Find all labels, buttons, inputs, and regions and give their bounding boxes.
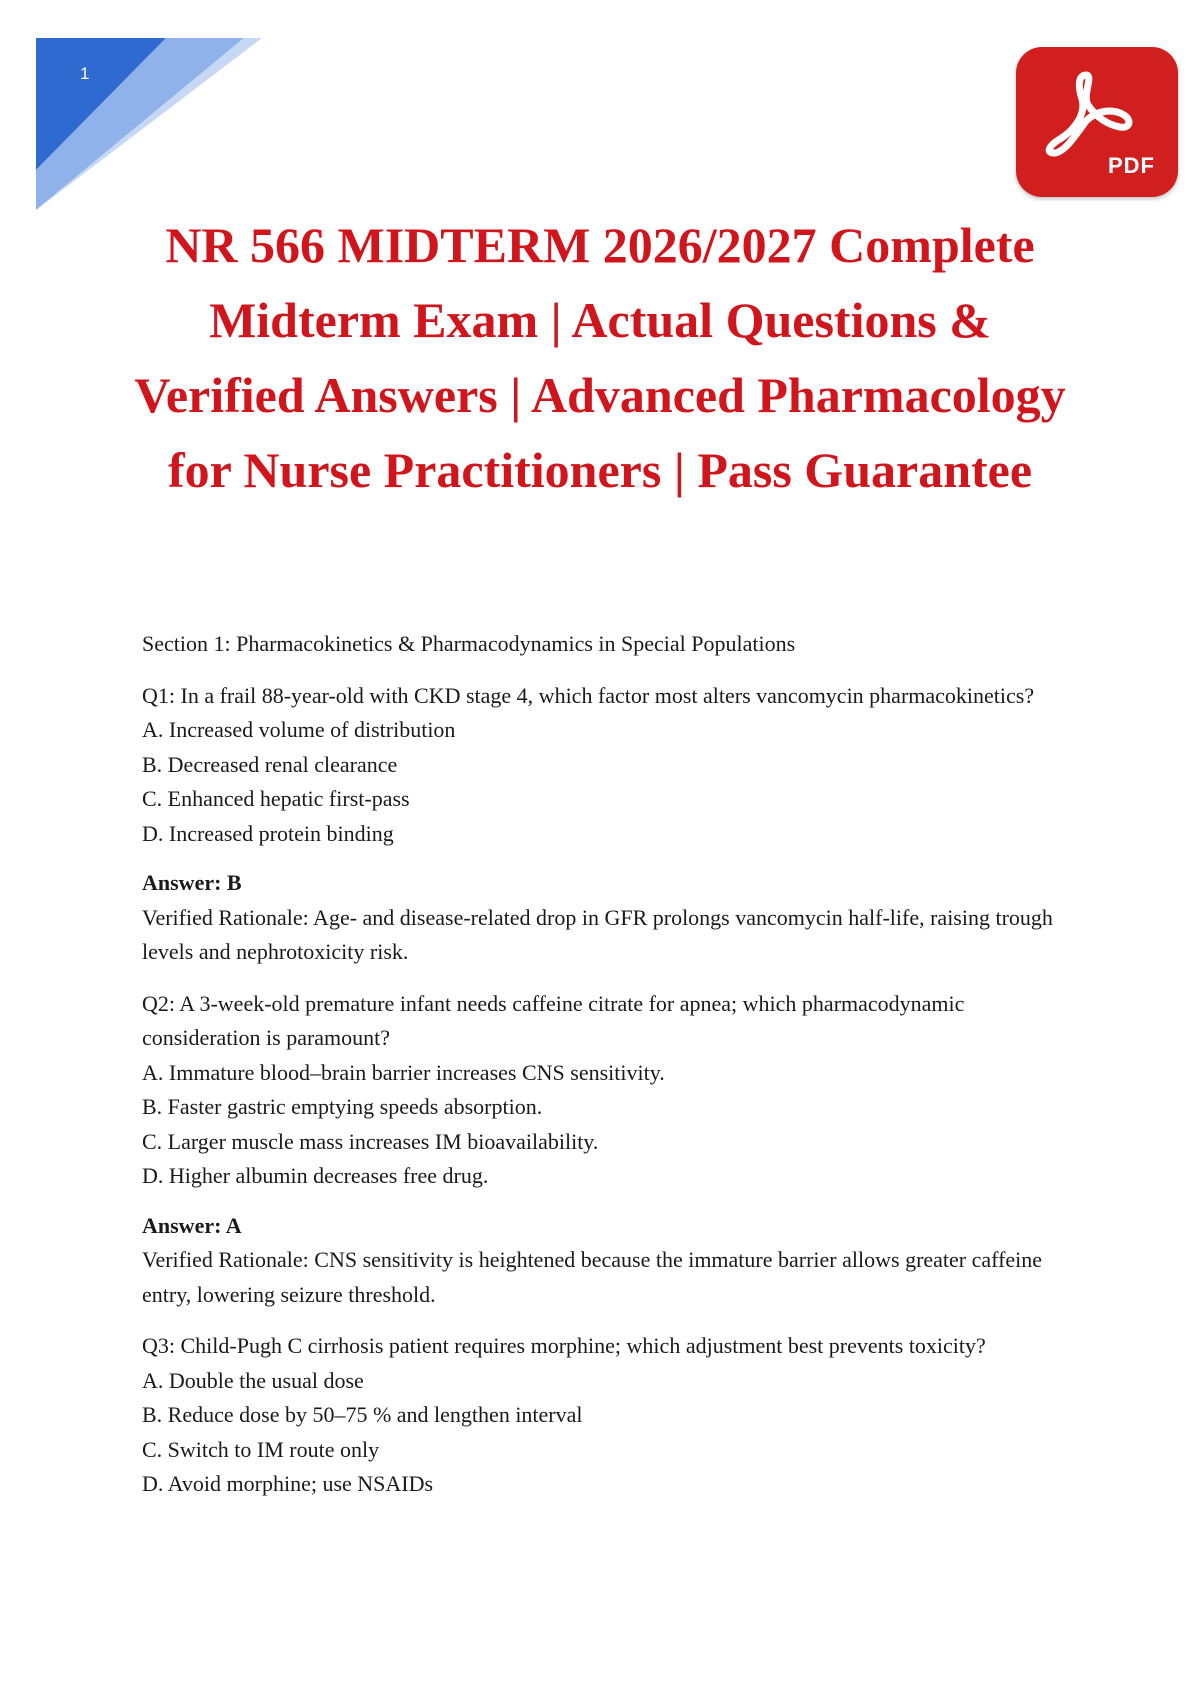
option-c: C. Enhanced hepatic first-pass bbox=[142, 786, 410, 811]
option-a: A. Immature blood–brain barrier increases CNS sensitivity. bbox=[142, 1059, 665, 1085]
answer-label: Answer: B bbox=[142, 870, 242, 895]
option-a: A. Increased volume of distribution bbox=[142, 717, 456, 742]
document-body bbox=[142, 627, 1082, 1502]
answer-label: Answer: A bbox=[142, 1212, 242, 1238]
option-d: D. Higher albumin decreases free drug. bbox=[142, 1163, 489, 1188]
pdf-badge bbox=[1016, 47, 1178, 197]
pdf-label: PDF bbox=[1108, 153, 1155, 178]
page-number: 1 bbox=[80, 64, 90, 83]
adobe-acrobat-icon bbox=[1038, 69, 1138, 159]
question-2 bbox=[142, 987, 1082, 1313]
question-text: Q1: In a frail 88-year-old with CKD stage 4, which factor most alters vancomycin pharmacokinetics? bbox=[142, 682, 1035, 708]
rationale-text: Verified Rationale: Age- and disease-related drop in GFR prolongs vancomycin half-life, raising trough levels and nephrotoxicity risk. bbox=[142, 904, 1053, 964]
option-d: D. Increased protein binding bbox=[142, 820, 394, 846]
question-1 bbox=[142, 679, 1082, 970]
option-b: B. Reduce dose by 50–75 % and lengthen interval bbox=[142, 1402, 583, 1427]
section-heading: Section 1: Pharmacokinetics & Pharmacodynamics in Special Populations bbox=[142, 631, 796, 656]
question-3 bbox=[142, 1329, 1082, 1502]
option-d: D. Avoid morphine; use NSAIDs bbox=[142, 1471, 434, 1496]
question-text: Q3: Child-Pugh C cirrhosis patient requires morphine; which adjustment best prevents toxicity? bbox=[142, 1333, 986, 1358]
option-c: C. Larger muscle mass increases IM bioavailability. bbox=[142, 1128, 599, 1154]
option-c: C. Switch to IM route only bbox=[142, 1436, 380, 1462]
document-title: NR 566 MIDTERM 2026/2027 Complete Midterm Exam | Actual Questions & Verified Answers | Advanced Pharmacology for Nurse Practitioners | Pass Guarantee bbox=[134, 217, 1066, 498]
option-b: B. Faster gastric emptying speeds absorption. bbox=[142, 1094, 543, 1119]
option-b: B. Decreased renal clearance bbox=[142, 751, 398, 777]
rationale-text: Verified Rationale: CNS sensitivity is heightened because the immature barrier allows greater caffeine entry, lowering seizure threshold. bbox=[142, 1247, 1043, 1307]
question-text: Q2: A 3-week-old premature infant needs caffeine citrate for apnea; which pharmacodynamic consideration is paramount? bbox=[142, 990, 965, 1050]
corner-decoration bbox=[36, 38, 262, 210]
option-a: A. Double the usual dose bbox=[142, 1367, 364, 1393]
